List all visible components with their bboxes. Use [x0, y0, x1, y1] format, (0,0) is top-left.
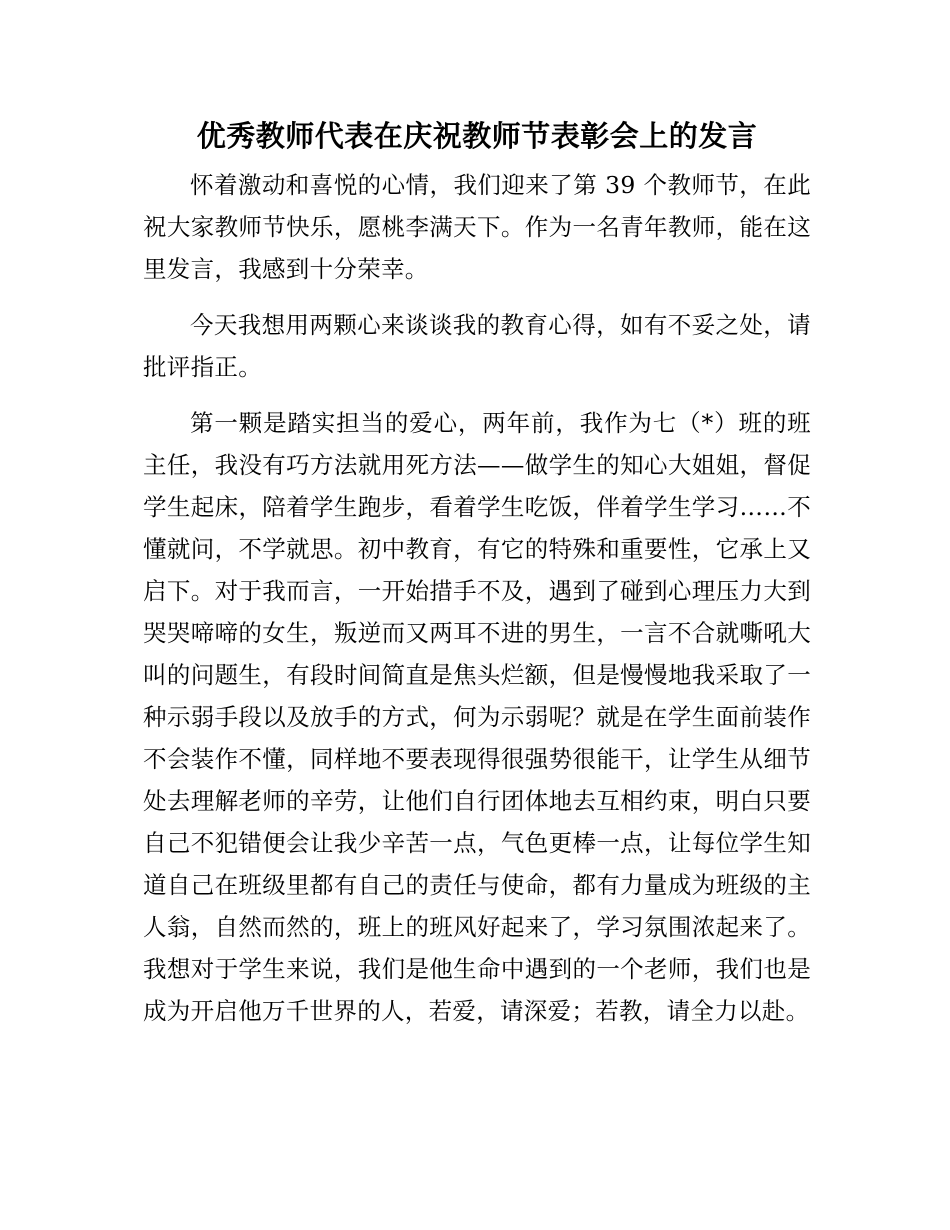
- document-page: [143, 108, 811, 1046]
- paragraph-3: 第一颗是踏实担当的爱心，两年前，我作为七（*）班的班主任，我没有巧方法就用死方法——做学生的知心大姐姐，督促学生起床，陪着学生跑步，看着学生吃饭，伴着学生学习……不懂就问，不学就思。初中教育，有它的特殊和重要性，它承上又启下。对于我而言，一开始措手不及，遇到了碰到心理压力大到哭哭啼啼的女生，叛逆而又两耳不进的男生，一言不合就嘶吼大叫的问题生，有段时间简直是焦头烂额，但是慢慢地我采取了一种示弱手段以及放手的方式，何为示弱呢？就是在学生面前装作不会装作不懂，同样地不要表现得很强势很能干，让学生从细节处去理解老师的辛劳，让他们自行团体地去互相约束，明白只要自己不犯错便会让我少辛苦一点，气色更棒一点，让每位学生知道自己在班级里都有自己的责任与使命，都有力量成为班级的主人翁，自然而然的，班上的班风好起来了，学习氛围浓起来了。我想对于学生来说，我们是他生命中遇到的一个老师，我们也是成为开启他万千世界的人，若爱，请深爱；若教，请全力以赴。: [143, 409, 811, 1025]
- paragraph-1: 怀着激动和喜悦的心情，我们迎来了第 39 个教师节，在此祝大家教师节快乐，愿桃李满天下。作为一名青年教师，能在这里发言，我感到十分荣幸。: [143, 171, 811, 283]
- document-title: 优秀教师代表在庆祝教师节表彰会上的发言: [196, 119, 758, 153]
- paragraph-2: 今天我想用两颗心来谈谈我的教育心得，如有不妥之处，请批评指正。: [143, 311, 811, 381]
